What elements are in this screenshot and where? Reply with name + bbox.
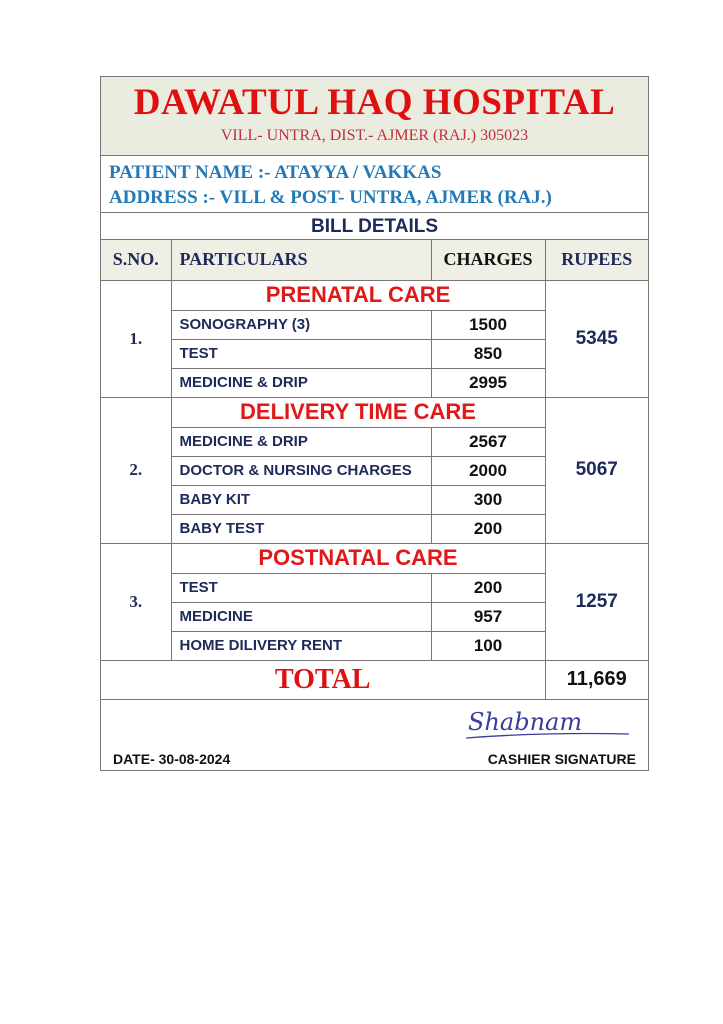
hospital-header <box>101 77 648 156</box>
item-name: MEDICINE & DRIP <box>171 427 431 456</box>
col-header-sno: S.NO. <box>101 240 171 280</box>
section-rupees: 5067 <box>545 397 648 543</box>
cashier-signature-label: CASHIER SIGNATURE <box>487 750 636 767</box>
patient-info <box>101 156 648 213</box>
total-label: TOTAL <box>101 661 545 699</box>
item-charge: 2000 <box>431 456 545 485</box>
item-charge: 2567 <box>431 427 545 456</box>
item-name: DOCTOR & NURSING CHARGES <box>171 456 431 485</box>
svg-text:Shabnam: Shabnam <box>468 707 583 736</box>
bill-date: DATE- 30-08-2024 <box>113 750 231 767</box>
item-name: MEDICINE <box>171 602 431 631</box>
section-rupees: 1257 <box>545 543 648 660</box>
col-header-rupees: RUPEES <box>545 240 648 280</box>
item-charge: 957 <box>431 602 545 631</box>
column-header-row <box>101 240 648 280</box>
bill-details-title: BILL DETAILS <box>101 213 648 240</box>
serial-number: 2. <box>101 397 171 543</box>
item-name: TEST <box>171 573 431 602</box>
item-name: TEST <box>171 339 431 368</box>
patient-address: ADDRESS :- VILL & POST- UNTRA, AJMER (RAJ.) <box>109 187 552 208</box>
section-title-row <box>101 397 648 427</box>
col-header-particulars: PARTICULARS <box>171 240 431 280</box>
item-name: BABY KIT <box>171 485 431 514</box>
section-title: PRENATAL CARE <box>171 280 545 310</box>
section-title: POSTNATAL CARE <box>171 543 545 573</box>
hospital-address: VILL- UNTRA, DIST.- AJMER (RAJ.) 305023 <box>220 127 529 144</box>
col-header-charges: CHARGES <box>431 240 545 280</box>
hospital-name: DAWATUL HAQ HOSPITAL <box>133 82 616 123</box>
footer <box>101 699 648 770</box>
item-name: BABY TEST <box>171 514 431 543</box>
item-name: HOME DILIVERY RENT <box>171 631 431 660</box>
item-charge: 850 <box>431 339 545 368</box>
total-row <box>101 661 648 699</box>
total-value: 11,669 <box>545 661 648 699</box>
cashier-signature <box>464 702 634 742</box>
item-charge: 200 <box>431 514 545 543</box>
item-name: SONOGRAPHY (3) <box>171 310 431 339</box>
serial-number: 3. <box>101 543 171 660</box>
item-charge: 100 <box>431 631 545 660</box>
section-rupees: 5345 <box>545 280 648 397</box>
item-name: MEDICINE & DRIP <box>171 368 431 397</box>
bill-sheet <box>100 76 649 771</box>
item-charge: 200 <box>431 573 545 602</box>
section-title-row <box>101 543 648 573</box>
item-charge: 1500 <box>431 310 545 339</box>
patient-name: PATIENT NAME :- ATAYYA / VAKKAS <box>109 162 442 183</box>
section-title: DELIVERY TIME CARE <box>171 397 545 427</box>
section-title-row <box>101 280 648 310</box>
bill-table <box>101 240 648 661</box>
item-charge: 300 <box>431 485 545 514</box>
serial-number: 1. <box>101 280 171 397</box>
item-charge: 2995 <box>431 368 545 397</box>
